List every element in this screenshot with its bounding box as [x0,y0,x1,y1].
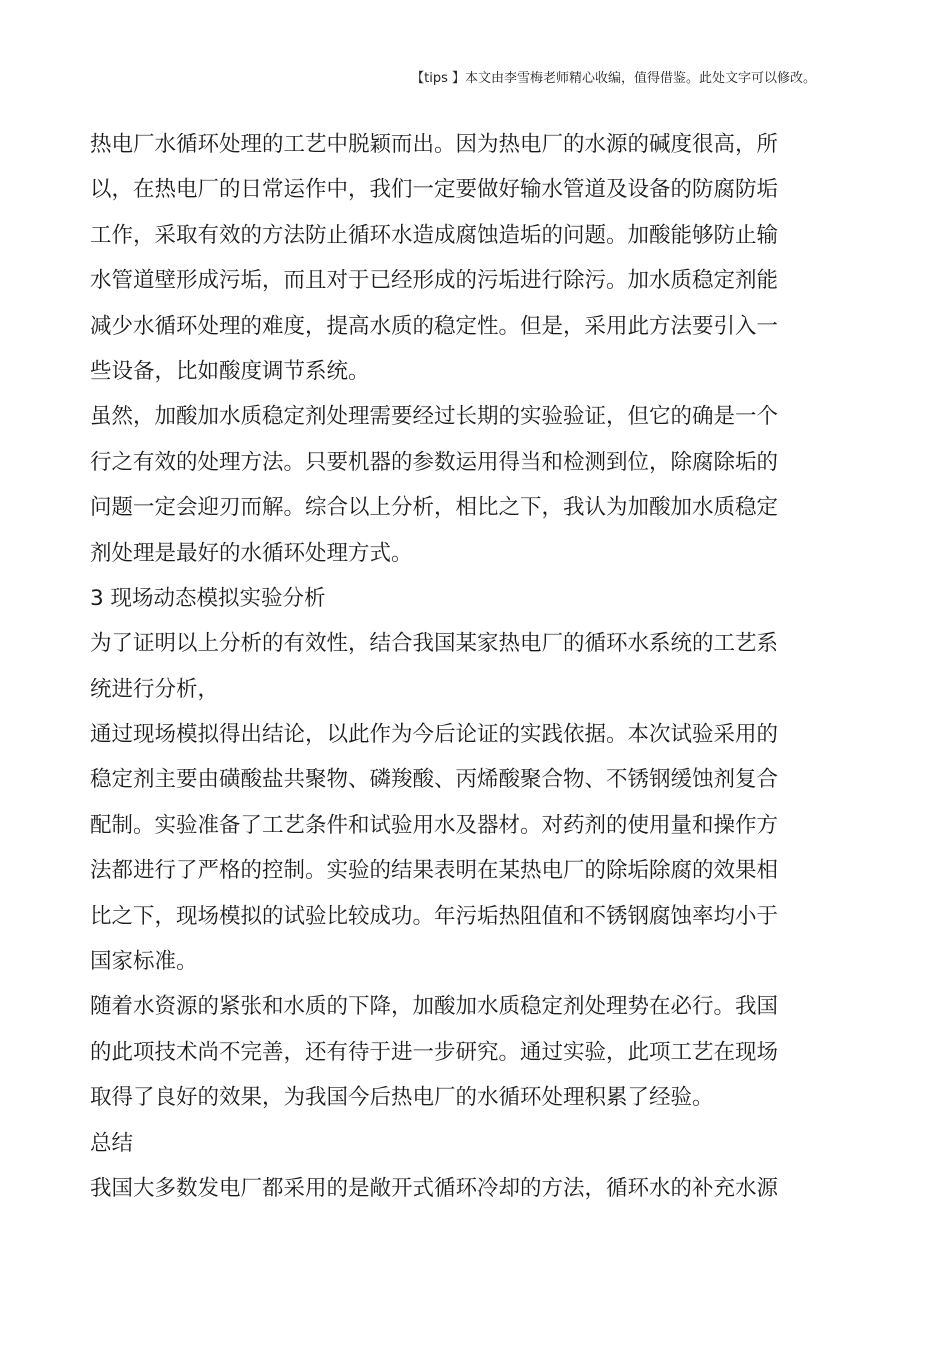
text-line: 稳定剂主要由磺酸盐共聚物、磷羧酸、丙烯酸聚合物、不锈钢缓蚀剂复合 [90,767,779,793]
section-heading: 3 现场动态模拟实验分析 [90,585,326,611]
text-line: 法都进行了严格的控制。实验的结果表明在某热电厂的除垢除腐的效果相 [90,858,779,884]
text-line: 些设备，比如酸度调节系统。 [90,358,370,384]
text-line: 统进行分析， [90,676,220,702]
text-line: 热电厂水循环处理的工艺中脱颖而出。因为热电厂的水源的碱度很高，所 [90,132,779,157]
text-line: 行之有效的处理方法。只要机器的参数运用得当和检测到位，除腐除垢的 [90,449,779,475]
text-line: 为了证明以上分析的有效性，结合我国某家热电厂的循环水系统的工艺系 [90,631,779,657]
text-line: 剂处理是最好的水循环处理方式。 [90,540,413,566]
text-line: 工作，采取有效的方法防止循环水造成腐蚀造垢的问题。加酸能够防止输 [90,222,779,248]
tips-header-note: 【tips 】本文由李雪梅老师精心收编，值得借鉴。此处文字可以修改。 [411,71,816,86]
text-line: 问题一定会迎刃而解。综合以上分析，相比之下，我认为加酸加水质稳定 [90,495,779,521]
text-line: 的此项技术尚不完善，还有待于进一步研究。通过实验，此项工艺在现场 [90,1039,779,1065]
text-line: 取得了良好的效果，为我国今后热电厂的水循环处理积累了经验。 [90,1085,714,1111]
text-line: 通过现场模拟得出结论，以此作为今后论证的实践依据。本次试验采用的 [90,722,779,748]
text-line: 比之下，现场模拟的试验比较成功。年污垢热阻值和不锈钢腐蚀率均小于 [90,903,779,929]
body-text [90,122,790,1211]
section-heading: 总结 [90,1130,134,1156]
text-line: 虽然，加酸加水质稳定剂处理需要经过长期的实验验证，但它的确是一个 [90,404,779,430]
text-line: 减少水循环处理的难度，提高水质的稳定性。但是，采用此方法要引入一 [90,313,779,339]
text-line: 以，在热电厂的日常运作中，我们一定要做好输水管道及设备的防腐防垢 [90,177,779,203]
text-line: 我国大多数发电厂都采用的是敞开式循环冷却的方法，循环水的补充水源 [90,1175,779,1201]
text-line: 国家标准。 [90,949,198,975]
text-line: 水管道壁形成污垢，而且对于已经形成的污垢进行除污。加水质稳定剂能 [90,268,779,294]
text-line: 配制。实验准备了工艺条件和试验用水及器材。对药剂的使用量和操作方 [90,812,779,838]
text-line: 随着水资源的紧张和水质的下降，加酸加水质稳定剂处理势在必行。我国 [90,994,779,1020]
